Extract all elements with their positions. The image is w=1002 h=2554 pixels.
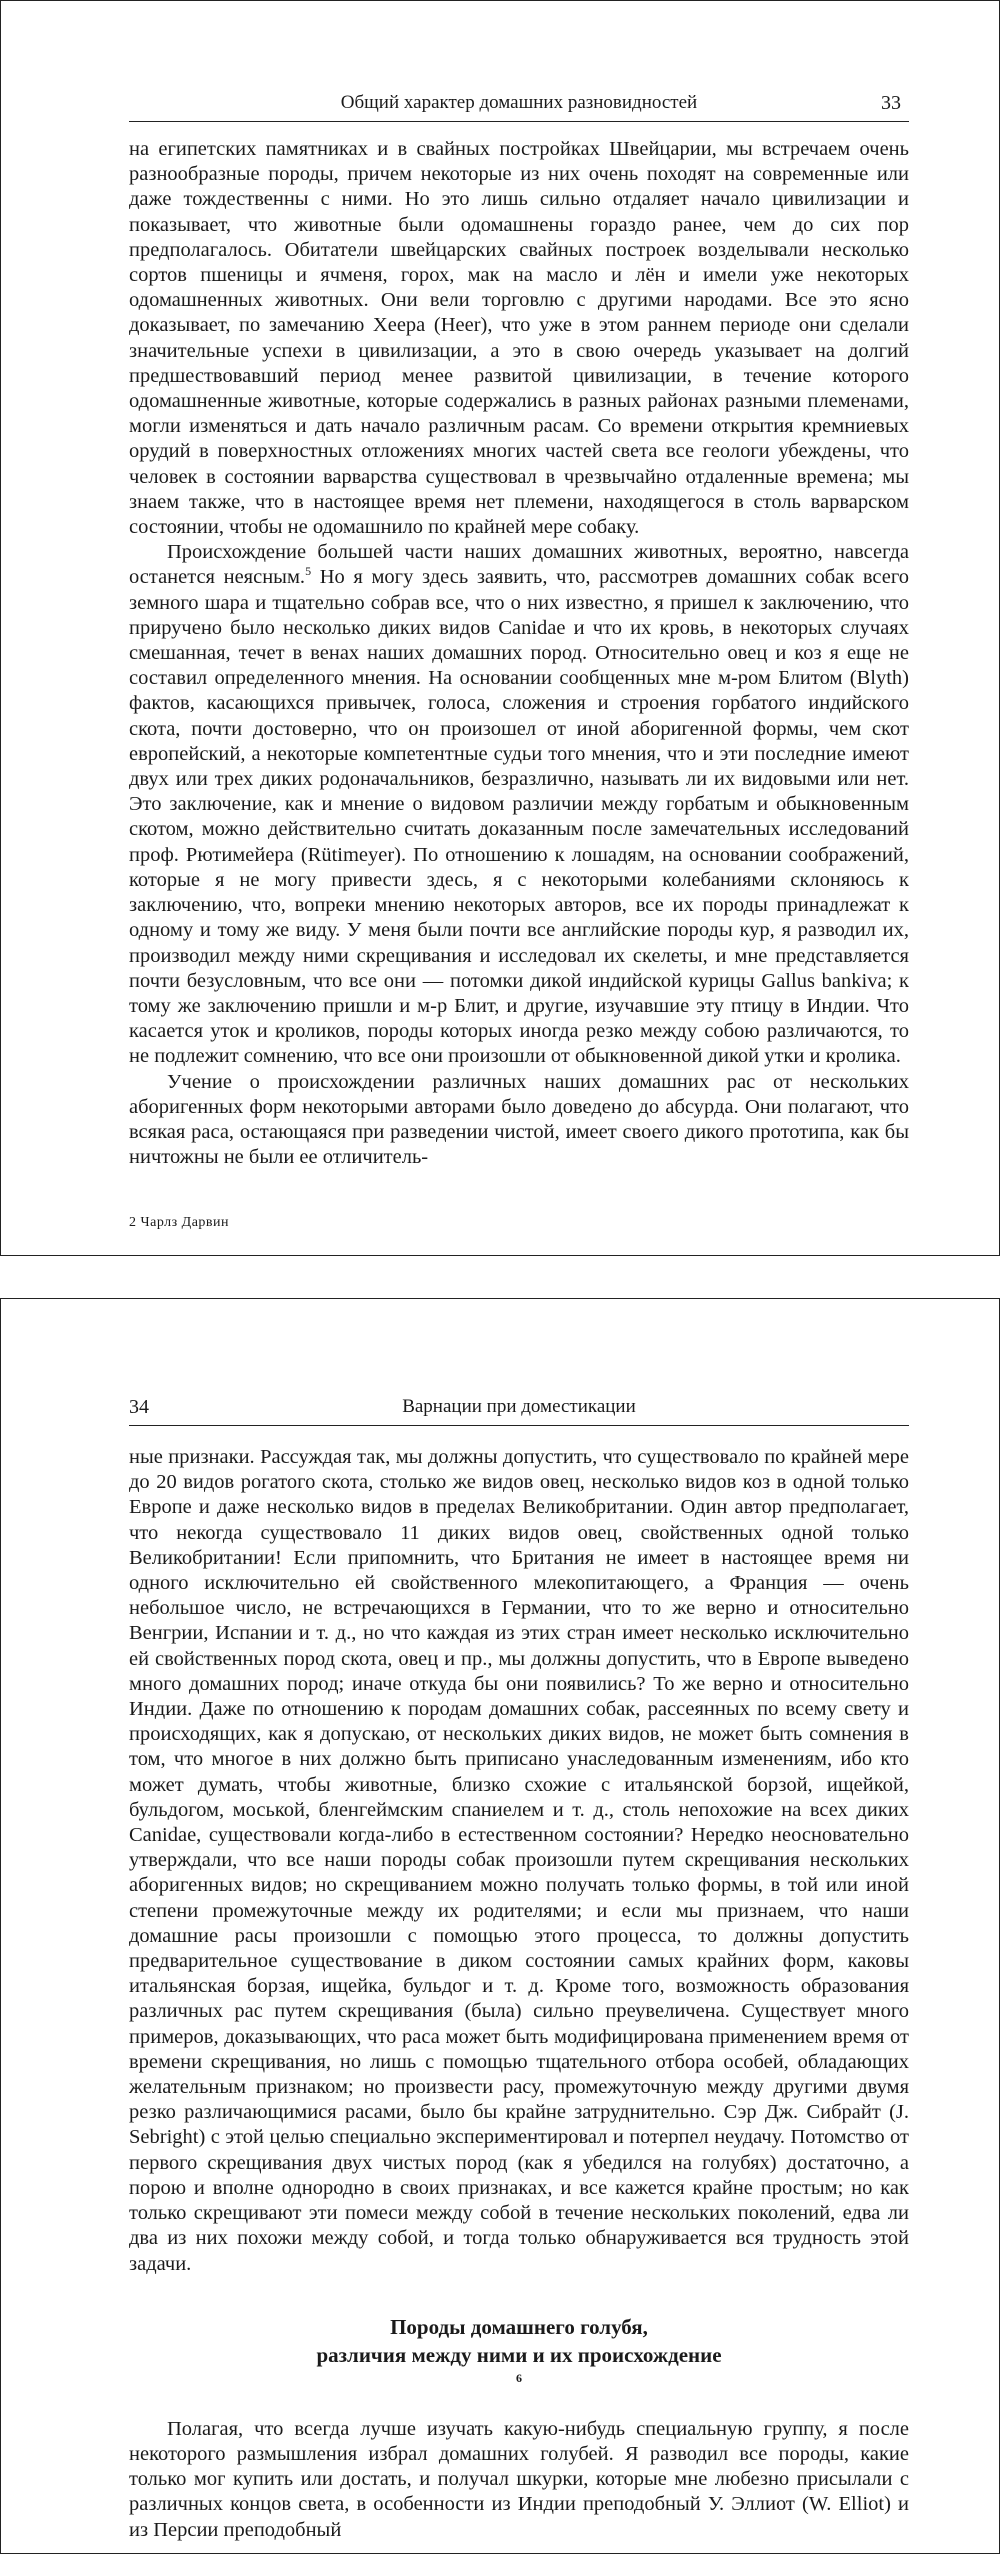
paragraph: ные признаки. Рассуждая так, мы должны допустить, что существовало по крайней мере до 20 видов рогатого скота, столько же видов овец, несколько видов коз в одной только Европе и даже несколько видов в пределах Великобритании. Один автор предполагает, что некогда существовало 11 диких видов овец, свойственных одной только Великобритании! Если припомнить, что Британия не имеет в настоящее время ни одного исключительно ей свойственного млекопитающего, а Франция — очень небольшое число, не встречающихся в Германии, что то же верно и относительно Венгрии, Испании и т. д., но что каждая из этих стран имеет несколько исключительно ей свойственных пород скота, овец и пр., мы должны допустить, что в Европе выведено много домашних пород; иначе откуда бы они появились? То же верно и относительно Индии. Даже по отношению к породам домашних собак, рассеянных по всему свету и происходящих, как я допускаю, от нескольких диких видов, не может быть сомнения в том, что многое в них должно быть приписано унаследованным изменениям, ибо кто может думать, чтобы животные, близко схожие с итальянской борзой, ищейкой, бульдогом, моськой, бленгеймским спаниелем и т. д., столь непохожие на всех диких Canidae, существовали когда-либо в естественном состоянии? Нередко неосновательно утверждали, что все наши породы собак произошли путем скрещивания нескольких аборигенных видов; но скрещиванием можно получать только формы, в той или иной степени промежуточные между их родителями; и если мы признаем, что наши домашние расы произошли с помощью этого процесса, то должны допустить предварительное существование в диком состоянии самых крайних форм, каковы итальянская борзая, ищейка, бульдог и т. д. Кроме того, возможность образования различных рас путем скрещивания (была) сильно преувеличена. Существует много примеров, доказывающих, что раса может быть модифицирована применением время от времени скрещивания, но лишь с помощью тщательного отбора особей, обладающих желательным признаком; но произвести расу, промежуточную между другими двумя резко различающимися расами, было бы крайне затруднительно. Сэр Дж. Сибрайт (J. Sebright) с этой целью специально экспериментировал и потерпел неудачу. Потомство от первого скрещивания двух чистых пород (как я убедился на голубях) достаточно, а порою и вполне однородно в своих признаках, и все кажется крайне простым; но как только скрещивают эти помеси между собой в течение нескольких поколений, едва ли два из них похожи между собой, и тогда только обнаруживается вся трудность этой задачи. <box>129 1446 909 2275</box>
body-text <box>129 137 909 1170</box>
page-number: 33 <box>881 92 901 114</box>
running-header <box>129 85 909 122</box>
page-gap <box>0 1256 1002 1298</box>
section-heading-line: Породы домашнего голубя, <box>390 2314 648 2339</box>
page-33 <box>0 0 1000 1256</box>
section-heading-line <box>129 2341 909 2397</box>
paragraph: на египетских памятниках и в свайных постройках Швейцарии, мы встречаем очень разнообразные породы, причем некоторые из них очень походят на современные или даже тождественны с ними. Но это лишь сильно отдаляет начало цивилизации и показывает, что животные были одомашнены гораздо ранее, чем до сих пор предполагалось. Обитатели швейцарских свайных построек возделывали несколько сортов пшеницы и ячменя, горох, мак на масло и лён и имели уже некоторых одомашненных животных. Они вели торговлю с другими народами. Все это ясно доказывает, по замечанию Хеера (Heer), что уже в этом раннем периоде они сделали значительные успехи в цивилизации, а это в свою очередь указывает на долгий предшествовавший период менее развитой цивилизации, в течение которого одомашненные животные, которые содержались в разных районах разными племенами, могли изменяться и дать начало различным расам. Со времени открытия кремниевых орудий в поверхностных отложениях многих частей света все геологи убеждены, что человек в состоянии варварства существовал в чрезвычайно отдаленные времена; мы знаем также, что в настоящее время нет племени, находящегося в столь варварском состоянии, чтобы не одомашнило по крайней мере собаку. <box>129 138 909 539</box>
section-heading <box>129 2313 909 2397</box>
page-number: 34 <box>129 1396 149 1418</box>
footnote-marker: 5 <box>305 564 312 579</box>
paragraph <box>129 540 909 1069</box>
running-header <box>129 1389 909 1426</box>
section-heading-text: различия между ними и их происхождение <box>316 2342 722 2367</box>
paragraph: Учение о происхождении различных наших домашних рас от нескольких аборигенных форм некоторыми авторами было доведено до абсурда. Они полагают, что всякая раса, остающаяся при разведении чистой, имеет своего дикого прототипа, как бы ничтожны не были ее отличитель- <box>129 1070 909 1169</box>
paragraph: Полагая, что всегда лучше изучать какую-нибудь специальную группу, я после некоторого размышления избрал домашних голубей. Я разводил все породы, какие только мог купить или достать, и получал шкурки, которые мне любезно присылали с различных концов света, в особенности из Индии преподобный У. Эллиот (W. Elliot) и из Персии преподобный <box>129 2417 909 2541</box>
running-header-title: Общий характер домашних разновидностей <box>340 92 698 113</box>
footnote-marker: 6 <box>516 2370 522 2385</box>
paragraph-text: Происхождение большей части наших домашних животных, вероятно, навсегда останется неясным. <box>129 541 909 589</box>
signature-mark: 2 Чарлз Дарвин <box>129 1215 230 1230</box>
paragraph-text: Но я могу здесь заявить, что, рассмотрев домашних собак всего земного шара и тщательно собрав все, что о них известно, я пришел к заключению, что приручено было несколько диких видов Canidae и что их кровь, в некоторых случаях смешанная, течет в венах наших домашних пород. Относительно овец и коз я еще не составил определенного мнения. На основании сообщенных мне м-ром Блитом (Blyth) фактов, касающихся привычек, голоса, сложения и строения горбатого индийского скота, почти достоверно, что он произошел от иной аборигенной формы, чем скот европейский, а некоторые компетентные судьи того мнения, что и эти последние имеют двух или трех диких родоначальников, безразлично, называть ли их видовыми или нет. Это заключение, как и мнение о видовом различии между горбатым и обыкновенным скотом, можно действительно считать доказанным после замечательных исследований проф. Рютимейера (Rütimeyer). По отношению к лошадям, на основании соображений, которые я не могу привести здесь, я с некоторыми колебаниями склоняюсь к заключению, что, вопреки мнению некоторых авторов, все их породы принадлежат к одному и тому же виду. У меня были почти все английские породы кур, я разводил их, производил между ними скрещивания и исследовал их скелеты, и мне представляется почти безусловным, что все они — потомки дикой индийской курицы Gallus bankiva; к тому же заключению пришли и м-р Блит, и другие, изучавшие эту птицу в Индии. Что касается уток и кроликов, породы которых иногда резко между собою различаются, то не подлежит сомнению, что все они произошли от обыкновенной дикой утки и кролика. <box>129 566 910 1068</box>
body-text <box>129 1445 909 2543</box>
page-34 <box>0 1298 1000 2554</box>
running-header-title: Варнации при доместикации <box>402 1396 636 1417</box>
